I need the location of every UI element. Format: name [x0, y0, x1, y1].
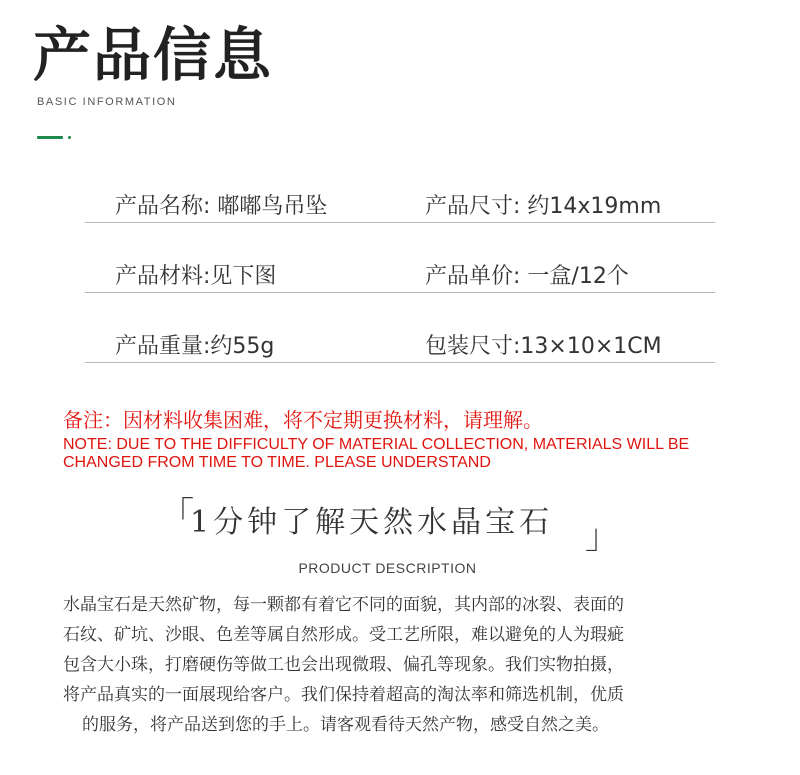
accent-bar: [37, 136, 63, 139]
page-subtitle: BASIC INFORMATION: [37, 96, 177, 108]
description-label: PRODUCT DESCRIPTION: [298, 560, 477, 576]
row-divider: [85, 362, 715, 363]
row-divider: [85, 292, 715, 293]
bracket-open: 「: [160, 495, 194, 535]
row-divider: [85, 222, 715, 223]
page-title: 产品信息: [33, 21, 274, 89]
description-line: 包含大小珠，打磨硬伤等做工也会出现微瑕、偏孔等现象。我们实物拍摄，: [63, 655, 624, 675]
bracket-close: 」: [585, 517, 619, 557]
description-line: 石纹、矿坑、沙眼、色差等属自然形成。受工艺所限，难以避免的人为瑕疵: [63, 625, 624, 645]
description-line: 的服务，将产品送到您的手上。请客观看待天然产物，感受自然之美。: [82, 715, 609, 735]
description-heading: 1分钟了解天然水晶宝石: [190, 505, 554, 540]
info-product-price: 产品单价: 一盒/12个: [425, 264, 629, 289]
description-line: 将产品真实的一面展现给客户。我们保持着超高的淘汰率和筛选机制，优质: [63, 685, 624, 705]
info-product-size: 产品尺寸: 约14x19mm: [425, 194, 662, 219]
note-english: NOTE: DUE TO THE DIFFICULTY OF MATERIAL COLLECTION, MATERIALS WILL BE CHANGED FROM TIME TO TIME. PLEASE UNDERSTAND: [63, 436, 690, 471]
info-product-name: 产品名称: 嘟嘟鸟吊坠: [115, 194, 328, 219]
info-package-size: 包装尺寸:13×10×1CM: [425, 334, 662, 359]
accent-dot: [68, 136, 71, 139]
info-product-weight: 产品重量:约55g: [115, 334, 275, 359]
note-chinese: 备注：因材料收集困难，将不定期更换材料，请理解。: [63, 408, 543, 432]
description-line: 水晶宝石是天然矿物，每一颗都有着它不同的面貌，其内部的冰裂、表面的: [63, 595, 624, 615]
info-product-material: 产品材料:见下图: [115, 264, 277, 289]
